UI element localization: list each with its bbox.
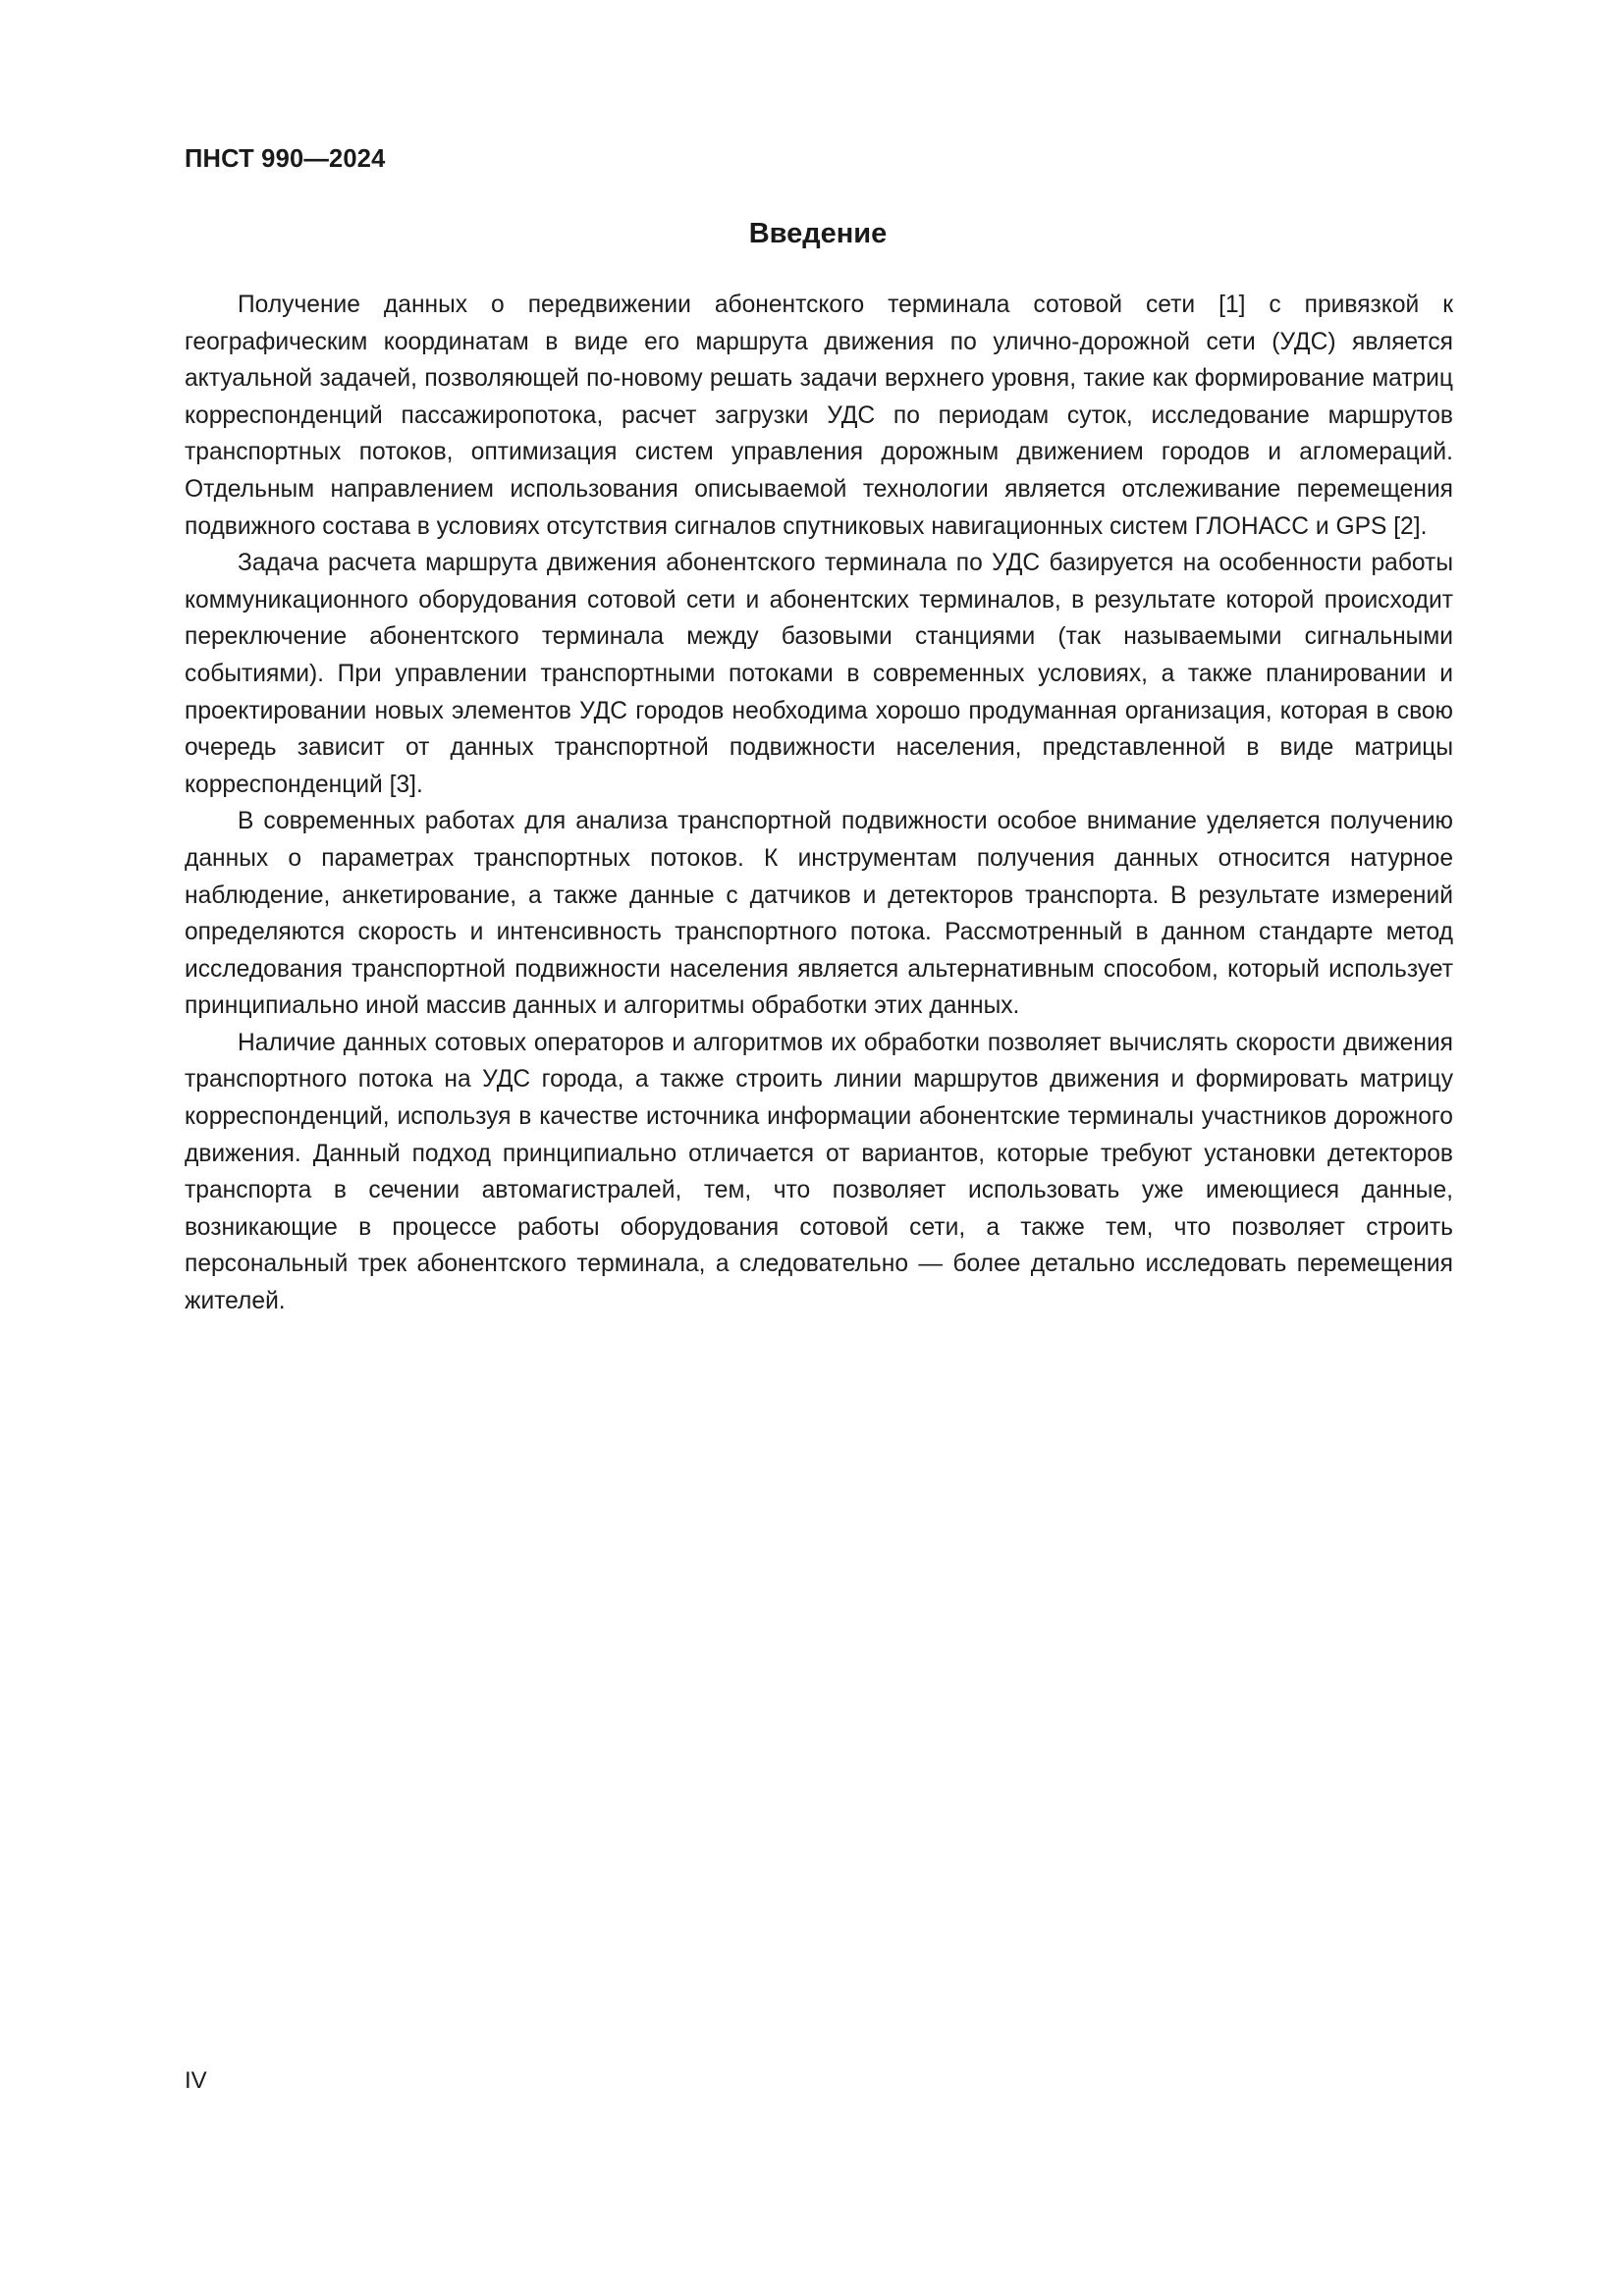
body-text bbox=[185, 287, 1453, 1320]
paragraph: В современных работах для анализа транспортной подвижности особое внимание уделяется получению данных о параметрах транспортных потоков. К инструментам получения данных относится натурное наблюдение, анкетирование, а также данные с датчиков и детекторов транспорта. В результате измерений определяются скорость и интенсивность транспортного потока. Рассмотренный в данном стандарте метод исследования транспортной подвижности населения является альтернативным способом, который использует принципиально иной массив данных и алгоритмы обработки этих данных. bbox=[185, 808, 1453, 1020]
paragraph: Задача расчета маршрута движения абонентского терминала по УДС базируется на особенности работы коммуникационного оборудования сотовой сети и абонентских терминалов, в результате которой происходит переключение абонентского терминала между базовыми станциями (так называемыми сигнальными событиями). При управлении транспортными потоками в современных условиях, а также планировании и проектировании новых элементов УДС городов необходима хорошо продуманная организация, которая в свою очередь зависит от данных транспортной подвижности населения, представленной в виде матрицы корреспонденций [3]. bbox=[185, 550, 1453, 798]
page-number: IV bbox=[185, 2067, 207, 2094]
page-title: Введение bbox=[748, 218, 888, 249]
paragraph: Получение данных о передвижении абонентского терминала сотовой сети [1] с привязкой к географическим координатам в виде его маршрута движения по улично-дорожной сети (УДС) является актуальной задачей, позволяющей по-новому решать задачи верхнего уровня, такие как формирование матриц корреспонденций пассажиропотока, расчет загрузки УДС по периодам суток, исследование маршрутов транспортных потоков, оптимизация систем управления дорожным движением городов и агломераций. Отдельным направлением использования описываемой технологии является отслеживание перемещения подвижного состава в условиях отсутствия сигналов спутниковых навигационных систем ГЛОНАСС и GPS [2]. bbox=[185, 292, 1453, 540]
standard-header: ПНСТ 990—2024 bbox=[185, 145, 386, 173]
paragraph: Наличие данных сотовых операторов и алгоритмов их обработки позволяет вычислять скорости движения транспортного потока на УДС города, а также строить линии маршрутов движения и формировать матрицу корреспонденций, используя в качестве источника информации абонентские терминалы участников дорожного движения. Данный подход принципиально отличается от вариантов, которые требуют установки детекторов транспорта в сечении автомагистралей, тем, что позволяет использовать уже имеющиеся данные, возникающие в процессе работы оборудования сотовой сети, а также тем, что позволяет строить персональный трек абонентского терминала, а следовательно — более детально исследовать перемещения жителей. bbox=[185, 1029, 1453, 1315]
